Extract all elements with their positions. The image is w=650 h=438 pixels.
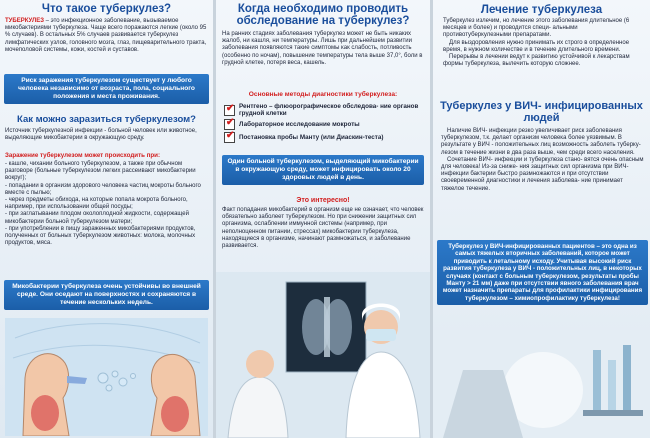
checkbox-icon	[224, 119, 235, 130]
cough-transmission-illustration	[5, 318, 208, 436]
list-item: - кашле, чихании больного туберкулезом, а также при обычном разговоре (больные туберкулезом легких рассеивают микобактерии вокруг);	[5, 161, 196, 182]
method-item	[224, 132, 424, 143]
method-item	[224, 103, 424, 117]
infection-list	[5, 161, 208, 247]
list-item: - при употреблении в пищу зараженных микобактериями продуктов, полученных от больных туберкулезом животных: молока, молочных продуктов, мяса.	[5, 225, 196, 247]
checkbox-icon	[224, 132, 235, 143]
checkbox-icon	[224, 105, 235, 116]
treatment-p1: Туберкулез излечим, но лечение этого заболевания длительное (6 месяцев и более) и проводится специ- альными противотуберкулезными препаратами.	[443, 18, 630, 39]
methods-list	[224, 101, 424, 145]
tb-term: ТУБЕРКУЛЕЗ	[5, 18, 44, 24]
method-label: Постановка пробы Манту (или Диаскин-теста)	[239, 134, 384, 141]
panel-examination	[216, 0, 430, 438]
panel-what-is-tb	[0, 0, 213, 438]
how-infected-title: Как можно заразиться туберкулезом?	[17, 114, 196, 125]
doctor-xray-illustration	[216, 272, 430, 438]
panel2-title: Когда необходимо проводить обследование на туберкулез?	[236, 3, 410, 27]
tb-definition	[5, 18, 208, 54]
spread-band: Один больной туберкулезом, выделяющий микобактерии в окружающую среду, может инфицировать около 20 здоровых людей в день.	[222, 155, 424, 185]
hiv-title: Туберкулез у ВИЧ- инфицированных людей	[440, 100, 643, 124]
survive-band: Микобактерии туберкулеза очень устойчивы во внешней среде. Они оседают на поверхностях и сохраняются в течение нескольких недель.	[4, 280, 209, 310]
treatment-p3: Перерывы в лечении ведут к развитию устойчивой к лекарствам формы туберкулеза, вылечить которую сложнее.	[443, 54, 630, 68]
method-item	[224, 119, 424, 130]
treatment-text	[443, 18, 643, 68]
hiv-p2: Сочетание ВИЧ- инфекции и туберкулеза стано- вятся очень опасным для человека! Из-за сниже- ния защитных сил организма при ВИЧ- инфекции бактерии быстро размножаются и при отсутствии своевременной диагностики и лечения заболева- ние принимает тяжелое течение.	[441, 156, 644, 192]
hiv-band: Туберкулез у ВИЧ-инфицированных пациентов – это одна из самых тяжелых вторичных заболеваний, которое может приводить к летальному исходу. Учитывая высокий риск развития туберкулеза у ВИЧ - положительных лиц, в некоторых случаях (контакт с больным туберкулезом, результаты пробы Манту > 21 мм) даже при отсутствии явного заболевания врач может назначить препараты для профилактики инфицирования туберкулезом – химиопрофилактику туберкулеза!	[437, 240, 648, 305]
list-item: - через предметы обихода, на которые попала мокрота больного, например, при использовании общей посуды;	[5, 197, 188, 211]
panel-treatment	[433, 0, 650, 438]
risk-band: Риск заражения туберкулезом существует у любого человека независимо от возраста, пола, социального положения и места проживания.	[4, 74, 209, 104]
interesting-text: Факт попадания микобактерий в организм еще не означает, что человек обязательно заболеет туберкулезом. Но при снижении защитных сил организма, ослаблении иммунной системы (например, при неполноценном питании, стрессах) микобактерии туберкулеза, находящиеся в организме, начинают размножаться, и заболевание развивается.	[222, 207, 424, 250]
method-label: Лабораторное исследование мокроты	[239, 121, 360, 128]
infection-heading: Заражение туберкулезом может происходить при:	[5, 152, 161, 159]
tb-definition-text: – это инфекционное заболевание, вызываемое микобактериями туберкулеза. Чаще всего поражаются легкие (около 95 % случаев). В остальных 5% случаев развивается туберкулез лимфатических узлов, головного мозга, глаз, пищеварительного тракта, мочеполовой системы, кожи, костей и суставов.	[5, 18, 207, 53]
list-item: - при заглатывании плодом околоплодной жидкости, содержащей микобактерии больной туберкулезом матери;	[5, 211, 189, 225]
interesting-title: Это интересно!	[296, 197, 350, 204]
panel1-title: Что такое туберкулез?	[41, 3, 172, 15]
panel3-title: Лечение туберкулеза	[480, 4, 603, 16]
treatment-p2: Для выздоровления нужно принимать их строго в определенное время, в нужном количестве и в течение длительного времени.	[443, 39, 630, 53]
lab-illustration	[433, 330, 650, 438]
hiv-text	[441, 128, 644, 193]
early-symptoms-text: На ранних стадиях заболевания туберкулез может не быть никаких жалоб, ни кашля, ни температуры. Лишь при дальнейшем развитии заболевания появляются такие симптомы как слабость, потливость (особенно по ночам), повышение температуры тела выше 37,0°, боли в грудной клетке, потеря веса, кашель.	[222, 31, 423, 66]
infection-source: Источник туберкулезной инфекции - больной человек или животное, выделяющие микобактерии в окружающую среду.	[5, 128, 197, 142]
method-label: Рентгено – флюорографическое обследова- ние органов грудной клетки	[239, 103, 419, 117]
list-item: - попадании в организм здорового человека частиц мокроты больного вместе с пылью;	[5, 182, 201, 196]
methods-title: Основные методы диагностики туберкулеза:	[248, 91, 398, 98]
hiv-p1: Наличие ВИЧ- инфекции резко увеличивает риск заболевания туберкулезом, т.к. делает организм человека более уязвимым. В результате у ВИЧ - положительных лиц возможность заболеть туберку- лезом в течение жизни в два раза выше, чем среди всего населения.	[441, 128, 641, 156]
